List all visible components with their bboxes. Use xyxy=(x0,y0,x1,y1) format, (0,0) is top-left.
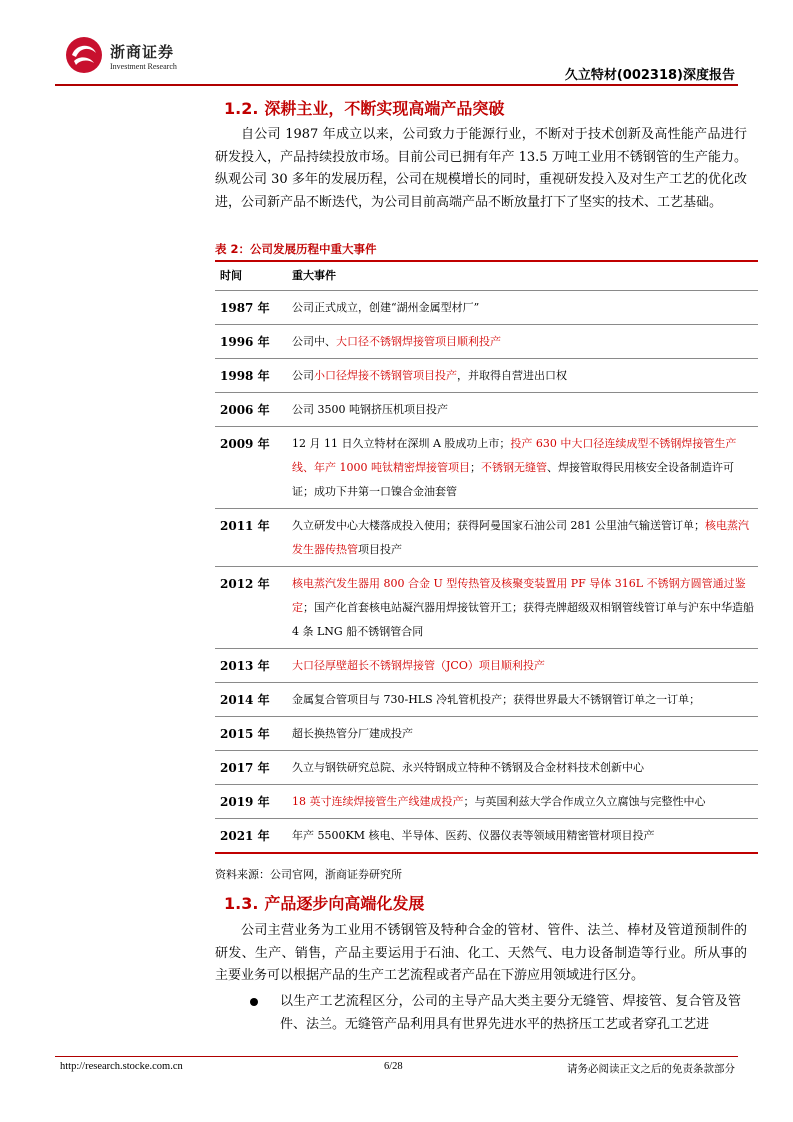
event-year: 2009 年 xyxy=(215,427,292,509)
table-row xyxy=(215,717,758,751)
section-number: 1.2. xyxy=(224,99,259,118)
table-row xyxy=(215,359,758,393)
event-text: 公司中、 xyxy=(292,335,336,348)
event-text: ，并取得自营进出口权 xyxy=(457,369,567,382)
event-year: 2021 年 xyxy=(215,819,292,854)
brand-logo-icon xyxy=(62,35,106,75)
highlighted-text: 小口径焊接不锈钢管项目投产 xyxy=(314,369,457,382)
brand-name-cn: 浙商证券 xyxy=(110,43,175,61)
event-description xyxy=(292,359,758,393)
highlighted-text: 核电蒸汽发生器用 800 合金 U 型传热管及核聚变装置用 PF 导体 316L 不锈钢方圆管通过鉴定 xyxy=(292,577,746,614)
table-body xyxy=(215,291,758,854)
section-heading-1-3 xyxy=(224,891,424,914)
event-year: 2011 年 xyxy=(215,509,292,567)
table-row xyxy=(215,509,758,567)
event-description xyxy=(292,751,758,785)
section-title: 深耕主业，不断实现高端产品突破 xyxy=(264,99,505,118)
event-text: 年产 5500KM 核电、半导体、医药、仪器仪表等领域用精密管材项目投产 xyxy=(292,829,655,842)
report-title: 久立特材(002318)深度报告 xyxy=(564,68,735,83)
section-paragraph: 公司主营业务为工业用不锈钢管及特种合金的管材、管件、法兰、棒材及管道预制件的研发、生产、销售，产品主要运用于石油、化工、天然气、电力设备制造等行业。所从事的主要业务可以根据产品的生产工艺流程或者产品在下游应用领域进行区分。 xyxy=(215,923,747,983)
event-text: 久立与钢铁研究总院、永兴特钢成立特种不锈钢及合金材料技术创新中心 xyxy=(292,761,644,774)
table-row xyxy=(215,683,758,717)
event-year: 2014 年 xyxy=(215,683,292,717)
page-number: 6/28 xyxy=(384,1061,403,1072)
table-row xyxy=(215,393,758,427)
event-text: 12 月 11 日久立特材在深圳 A 股成功上市； xyxy=(292,437,511,450)
bullet-text: 以生产工艺流程区分，公司的主导产品大类主要分无缝管、焊接管、复合管及管件、法兰。无缝管产品利用具有世界先进水平的热挤压工艺或者穿孔工艺进 xyxy=(280,994,741,1032)
event-text: 公司 3500 吨钢挤压机项目投产 xyxy=(292,403,448,416)
event-text: 久立研发中心大楼落成投入使用；获得阿曼国家石油公司 281 公里油气输送管订单； xyxy=(292,519,705,532)
event-year: 2017 年 xyxy=(215,751,292,785)
table-row xyxy=(215,291,758,325)
table-row xyxy=(215,325,758,359)
event-description xyxy=(292,427,758,509)
event-year: 1996 年 xyxy=(215,325,292,359)
column-header-event: 重大事件 xyxy=(292,261,758,291)
section-number: 1.3. xyxy=(224,894,259,913)
milestones-table xyxy=(215,260,758,854)
table-caption: 表 2：公司发展历程中重大事件 xyxy=(215,242,377,256)
event-year: 2015 年 xyxy=(215,717,292,751)
event-description xyxy=(292,649,758,683)
table-source: 资料来源：公司官网，浙商证券研究所 xyxy=(215,868,402,881)
event-description xyxy=(292,325,758,359)
event-description xyxy=(292,819,758,854)
event-year: 2013 年 xyxy=(215,649,292,683)
event-text: 金属复合管项目与 730-HLS 冷轧管机投产；获得世界最大不锈钢管订单之一订单； xyxy=(292,693,701,706)
highlighted-text: 大口径厚壁超长不锈钢焊接管（JCO）项目顺利投产 xyxy=(292,659,545,672)
event-description xyxy=(292,509,758,567)
event-text: 超长换热管分厂建成投产 xyxy=(292,727,413,740)
event-text: ； xyxy=(470,461,481,474)
header-divider xyxy=(55,84,738,86)
event-text: 公司 xyxy=(292,369,314,382)
section-heading-1-2 xyxy=(224,96,504,119)
event-year: 2006 年 xyxy=(215,393,292,427)
event-text: ；与英国利兹大学合作成立久立腐蚀与完整性中心 xyxy=(463,795,706,808)
event-text: 公司正式成立，创建“湖州金属型材厂” xyxy=(292,301,480,314)
event-text: 项目投产 xyxy=(358,543,402,556)
event-text: 、焊接管取得民用核安全设备制造许可证；成功下井第一口镍合金油套管 xyxy=(292,461,734,498)
event-description xyxy=(292,683,758,717)
highlighted-text: 18 英寸连续焊接管生产线建成投产 xyxy=(292,795,464,808)
event-description xyxy=(292,717,758,751)
table-row xyxy=(215,567,758,649)
brand-name-en: Investment Research xyxy=(110,62,177,71)
event-year: 2012 年 xyxy=(215,567,292,649)
event-year: 1987 年 xyxy=(215,291,292,325)
event-text: ；国产化首套核电站凝汽器用焊接钛管开工；获得壳牌超级双相钢管线管订单与沪东中华造船 4 条 LNG 船不锈钢管合同 xyxy=(292,601,754,638)
footer-url[interactable]: http://research.stocke.com.cn xyxy=(60,1061,183,1072)
section-paragraph: 自公司 1987 年成立以来，公司致力于能源行业，不断对于技术创新及高性能产品进行研发投入，产品持续投放市场。目前公司已拥有年产 13.5 万吨工业用不锈钢管的生产能力。纵观公司 30 多年的发展历程，公司在规模增长的同时，重视研发投入及对生产工艺的优化改进，公司新产品不断迭代，为公司目前高端产品不断放量打下了坚实的技术、工艺基础。 xyxy=(215,127,747,210)
table-row xyxy=(215,751,758,785)
table-row xyxy=(215,819,758,854)
table-row xyxy=(215,427,758,509)
highlighted-text: 核电蒸汽发生器传热管 xyxy=(292,519,749,556)
highlighted-text: 投产 630 中大口径连续成型不锈钢焊接管生产线、年产 1000 吨钛精密焊接管项目 xyxy=(292,437,737,474)
table-row xyxy=(215,649,758,683)
footer-divider xyxy=(55,1056,738,1057)
disclaimer-note: 请务必阅读正文之后的免责条款部分 xyxy=(567,1063,735,1075)
highlighted-text: 大口径不锈钢焊接管项目顺利投产 xyxy=(336,335,501,348)
event-description xyxy=(292,291,758,325)
bullet-icon xyxy=(250,998,258,1006)
table-header-row xyxy=(215,261,758,291)
event-description xyxy=(292,785,758,819)
event-description xyxy=(292,567,758,649)
section-title: 产品逐步向高端化发展 xyxy=(264,894,425,913)
event-year: 1998 年 xyxy=(215,359,292,393)
table-row xyxy=(215,785,758,819)
event-description xyxy=(292,393,758,427)
column-header-time: 时间 xyxy=(215,261,292,291)
highlighted-text: 不锈钢无缝管 xyxy=(481,461,547,474)
event-year: 2019 年 xyxy=(215,785,292,819)
